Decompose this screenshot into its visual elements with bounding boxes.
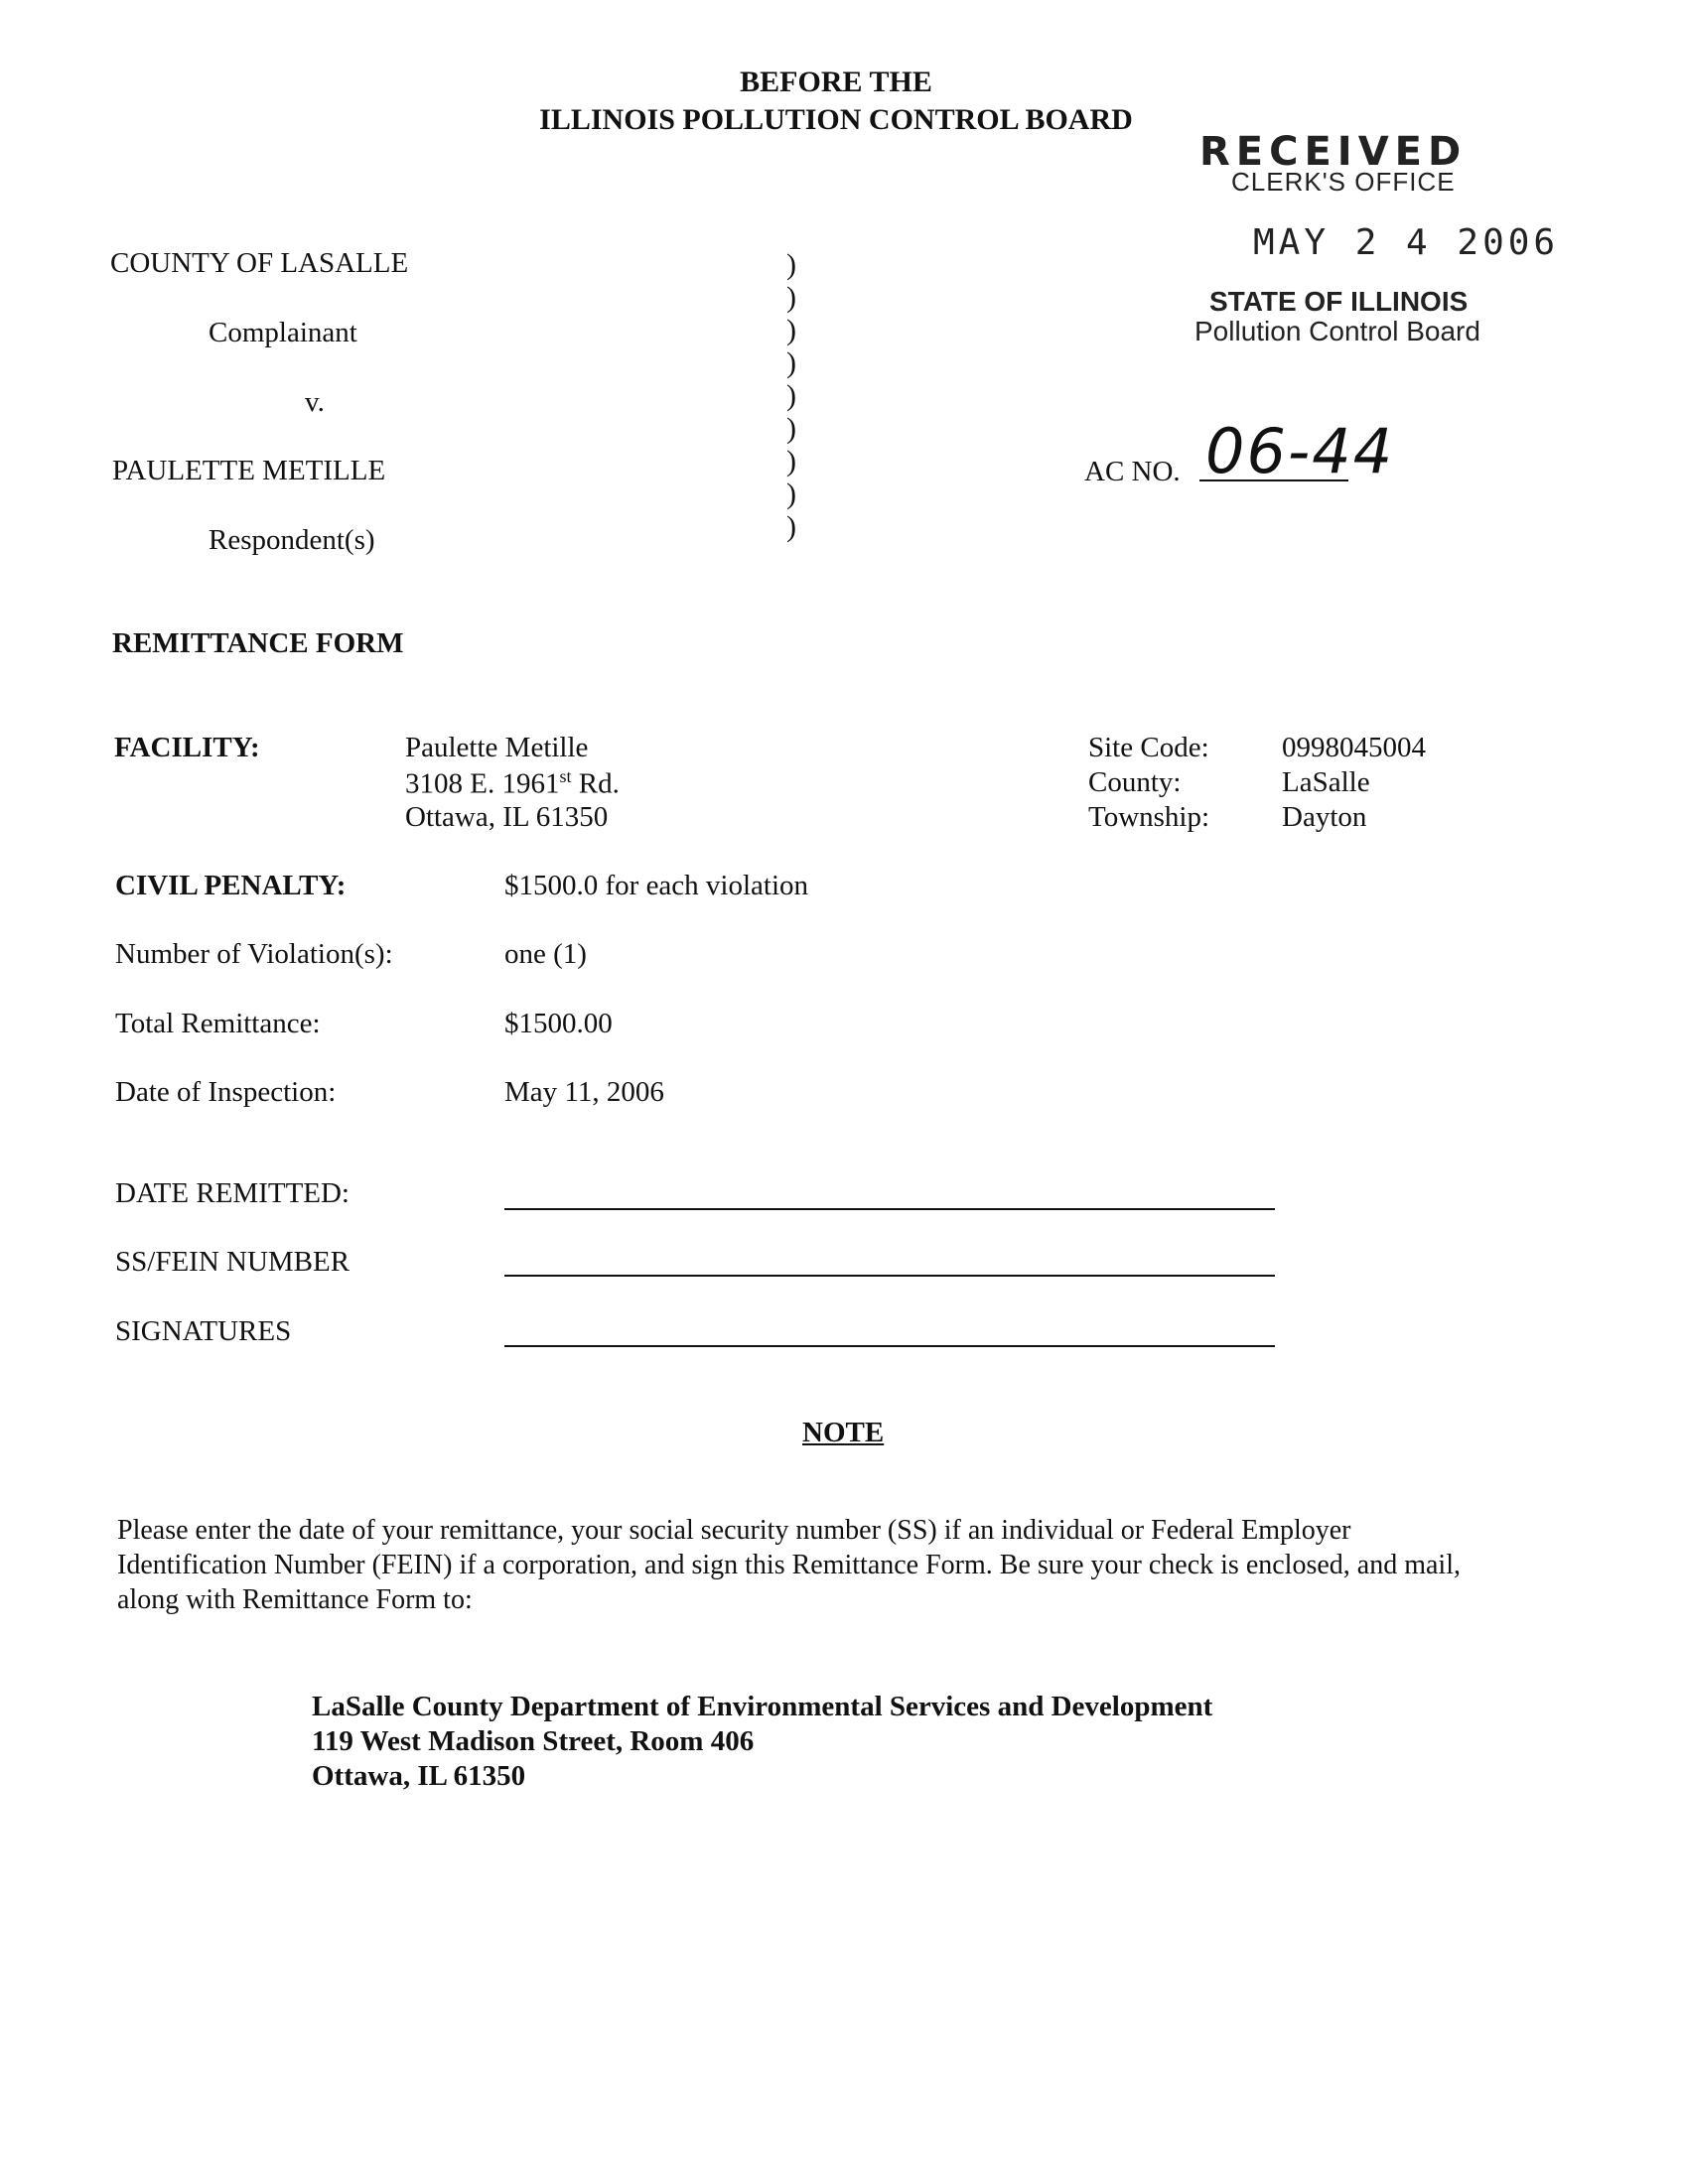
township-value: Dayton <box>1282 801 1367 833</box>
violations-label: Number of Violation(s): <box>115 938 393 970</box>
facility-name: Paulette Metille <box>405 732 589 763</box>
form-title: REMITTANCE FORM <box>112 627 404 659</box>
ssfein-label: SS/FEIN NUMBER <box>115 1246 351 1278</box>
township-label: Township: <box>1088 801 1210 833</box>
ac-number-label: AC NO. <box>1084 456 1181 487</box>
paren: ) <box>786 281 796 314</box>
note-line-1: Please enter the date of your remittance, your social security number (SS) if an individual or Federal Employer <box>117 1515 1351 1546</box>
mailing-address-line-2: 119 West Madison Street, Room 406 <box>312 1725 755 1757</box>
note-line-3: along with Remittance Form to: <box>117 1584 473 1615</box>
total-remittance-label: Total Remittance: <box>115 1008 321 1039</box>
inspection-date-label: Date of Inspection: <box>115 1076 337 1108</box>
stamp-state-text: STATE OF ILLINOIS <box>1209 286 1469 317</box>
paren: ) <box>786 346 796 379</box>
respondent-name: PAULETTE METILLE <box>112 455 386 486</box>
county-value: LaSalle <box>1282 766 1370 798</box>
stamp-board-text: Pollution Control Board <box>1194 316 1480 346</box>
paren: ) <box>786 412 796 445</box>
facility-label: FACILITY: <box>114 732 260 763</box>
signatures-label: SIGNATURES <box>115 1315 292 1347</box>
stamp-received-text: RECEIVED <box>1199 129 1468 175</box>
paren: ) <box>786 379 796 412</box>
ac-number-handwritten: 06-44 <box>1205 415 1395 487</box>
paren: ) <box>786 445 796 478</box>
stamp-office-text: CLERK'S OFFICE <box>1231 167 1456 197</box>
site-code-value: 0998045004 <box>1282 732 1426 763</box>
versus-label: v. <box>305 386 325 418</box>
mailing-address-line-3: Ottawa, IL 61350 <box>312 1760 526 1792</box>
ssfein-field[interactable] <box>504 1275 1275 1277</box>
complainant-name: COUNTY OF LASALLE <box>110 247 409 279</box>
paren: ) <box>786 314 796 346</box>
header-title-line1: BEFORE THE <box>740 66 932 98</box>
inspection-date-value: May 11, 2006 <box>504 1076 664 1108</box>
date-remitted-label: DATE REMITTED: <box>115 1177 350 1209</box>
paren: ) <box>786 478 796 510</box>
mailing-address-line-1: LaSalle County Department of Environmental Services and Development <box>312 1691 1213 1722</box>
signature-field[interactable] <box>504 1345 1275 1347</box>
paren: ) <box>786 248 796 281</box>
facility-city: Ottawa, IL 61350 <box>405 801 609 833</box>
facility-street: 3108 E. 1961st Rd. <box>405 766 620 800</box>
ac-number-underline <box>1199 479 1348 481</box>
total-remittance-value: $1500.00 <box>504 1008 613 1039</box>
respondent-role: Respondent(s) <box>209 524 375 556</box>
note-heading: NOTE <box>802 1417 885 1448</box>
site-code-label: Site Code: <box>1088 732 1209 763</box>
county-label: County: <box>1088 766 1182 798</box>
note-line-2: Identification Number (FEIN) if a corporation, and sign this Remittance Form. Be sure your check is enclosed, and mail, <box>117 1550 1461 1580</box>
paren: ) <box>786 510 796 543</box>
date-remitted-field[interactable] <box>504 1208 1275 1210</box>
violations-value: one (1) <box>504 938 587 970</box>
civil-penalty-value: $1500.0 for each violation <box>504 870 809 901</box>
header-title-line2: ILLINOIS POLLUTION CONTROL BOARD <box>539 103 1133 136</box>
complainant-role: Complainant <box>209 317 357 348</box>
stamp-date: MAY 2 4 2006 <box>1253 222 1560 263</box>
civil-penalty-label: CIVIL PENALTY: <box>115 870 347 901</box>
